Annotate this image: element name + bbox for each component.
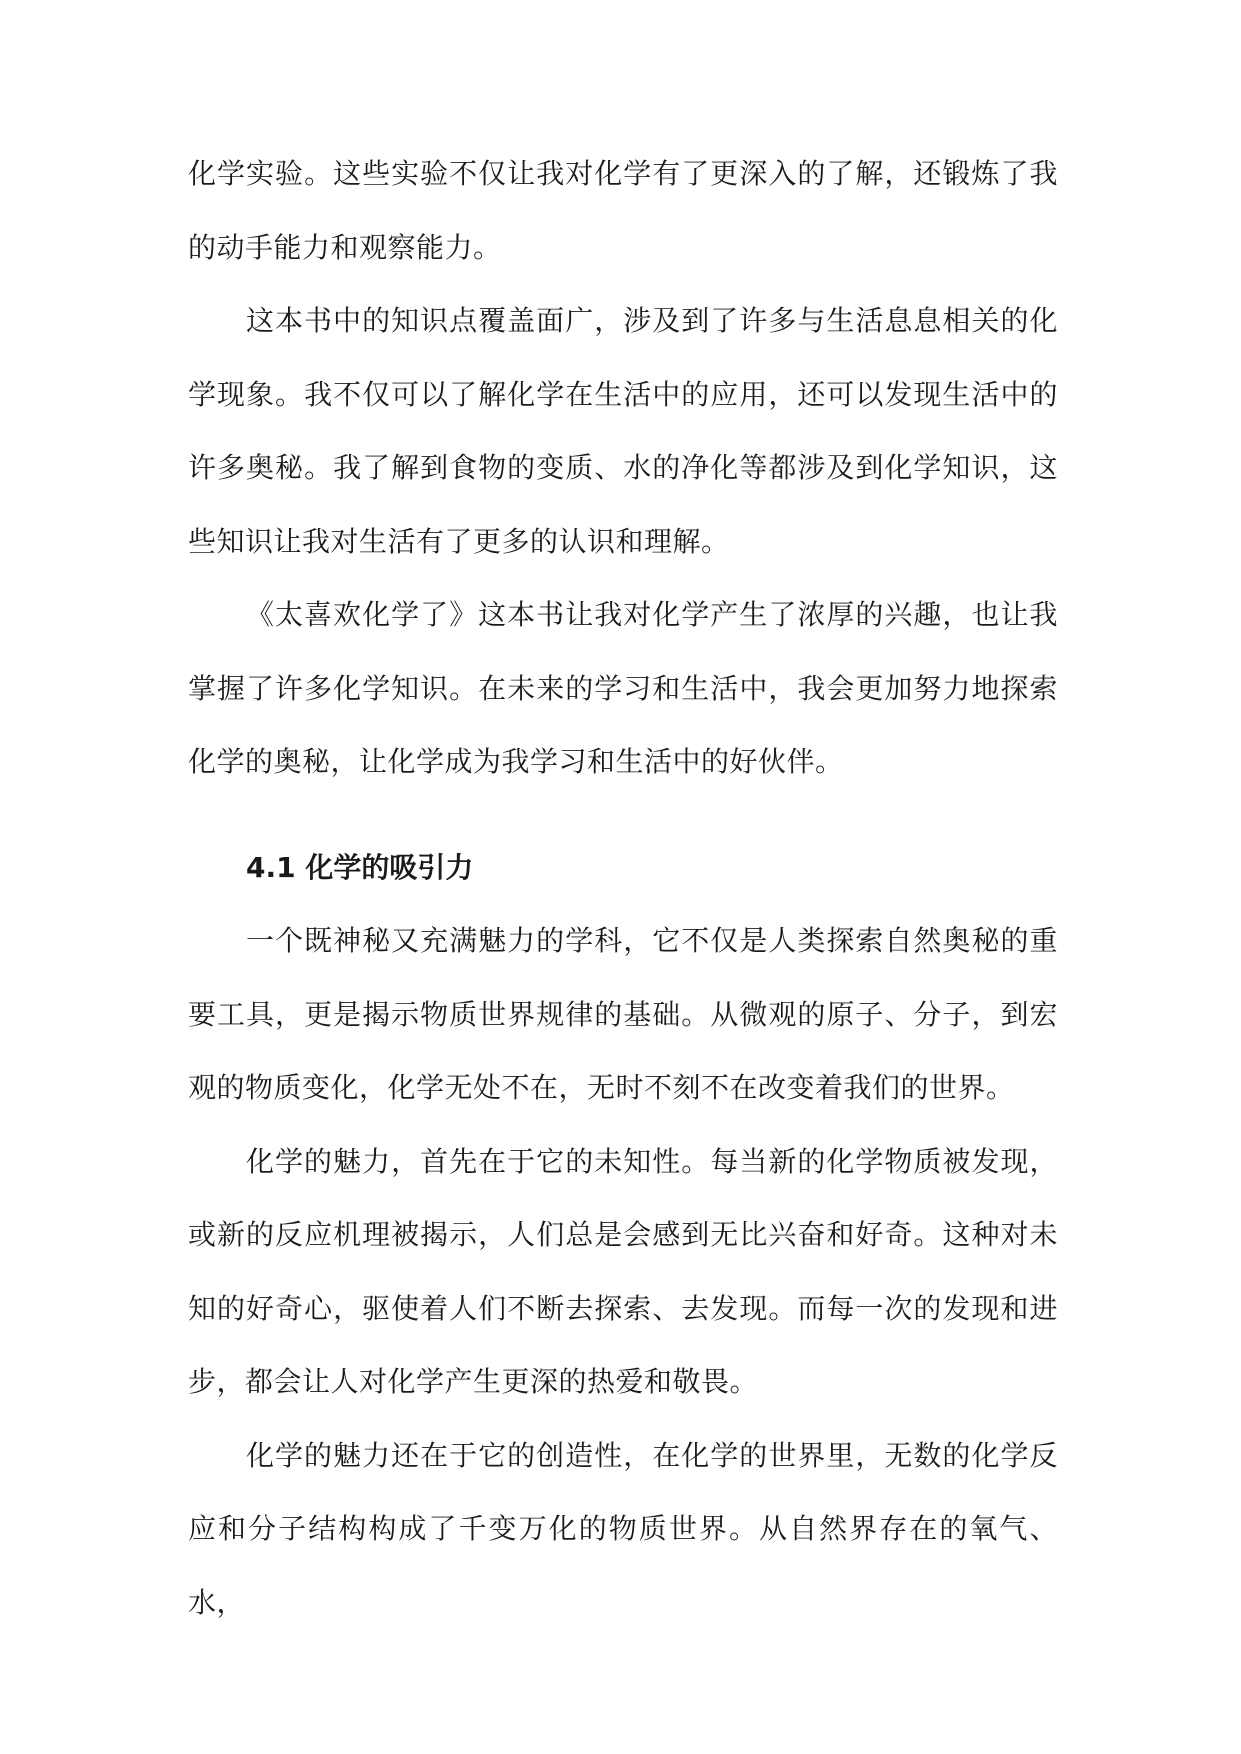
- paragraph: 化学的魅力，首先在于它的未知性。每当新的化学物质被发现，或新的反应机理被揭示，人们总是会感到无比兴奋和好奇。这种对未知的好奇心，驱使着人们不断去探索、去发现。而每一次的发现和进步，都会让人对化学产生更深的热爱和敬畏。: [188, 1144, 1058, 1398]
- paragraph: 《太喜欢化学了》这本书让我对化学产生了浓厚的兴趣，也让我掌握了许多化学知识。在未来的学习和生活中，我会更加努力地探索化学的奥秘，让化学成为我学习和生活中的好伙伴。: [188, 598, 1058, 778]
- paragraph: 这本书中的知识点覆盖面广，涉及到了许多与生活息息相关的化学现象。我不仅可以了解化学在生活中的应用，还可以发现生活中的许多奥秘。我了解到食物的变质、水的净化等都涉及到化学知识，这些知识让我对生活有了更多的认识和理解。: [188, 304, 1058, 558]
- section-heading: 4.1 化学的吸引力: [246, 850, 474, 884]
- paragraph: 化学的魅力还在于它的创造性，在化学的世界里，无数的化学反应和分子结构构成了千变万化的物质世界。从自然界存在的氧气、水，: [188, 1438, 1058, 1619]
- document-body: [188, 137, 1058, 1639]
- paragraph-continued: 化学实验。这些实验不仅让我对化学有了更深入的了解，还锻炼了我的动手能力和观察能力。: [188, 157, 1058, 264]
- paragraph: 一个既神秘又充满魅力的学科，它不仅是人类探索自然奥秘的重要工具，更是揭示物质世界规律的基础。从微观的原子、分子，到宏观的物质变化，化学无处不在，无时不刻不在改变着我们的世界。: [188, 924, 1058, 1104]
